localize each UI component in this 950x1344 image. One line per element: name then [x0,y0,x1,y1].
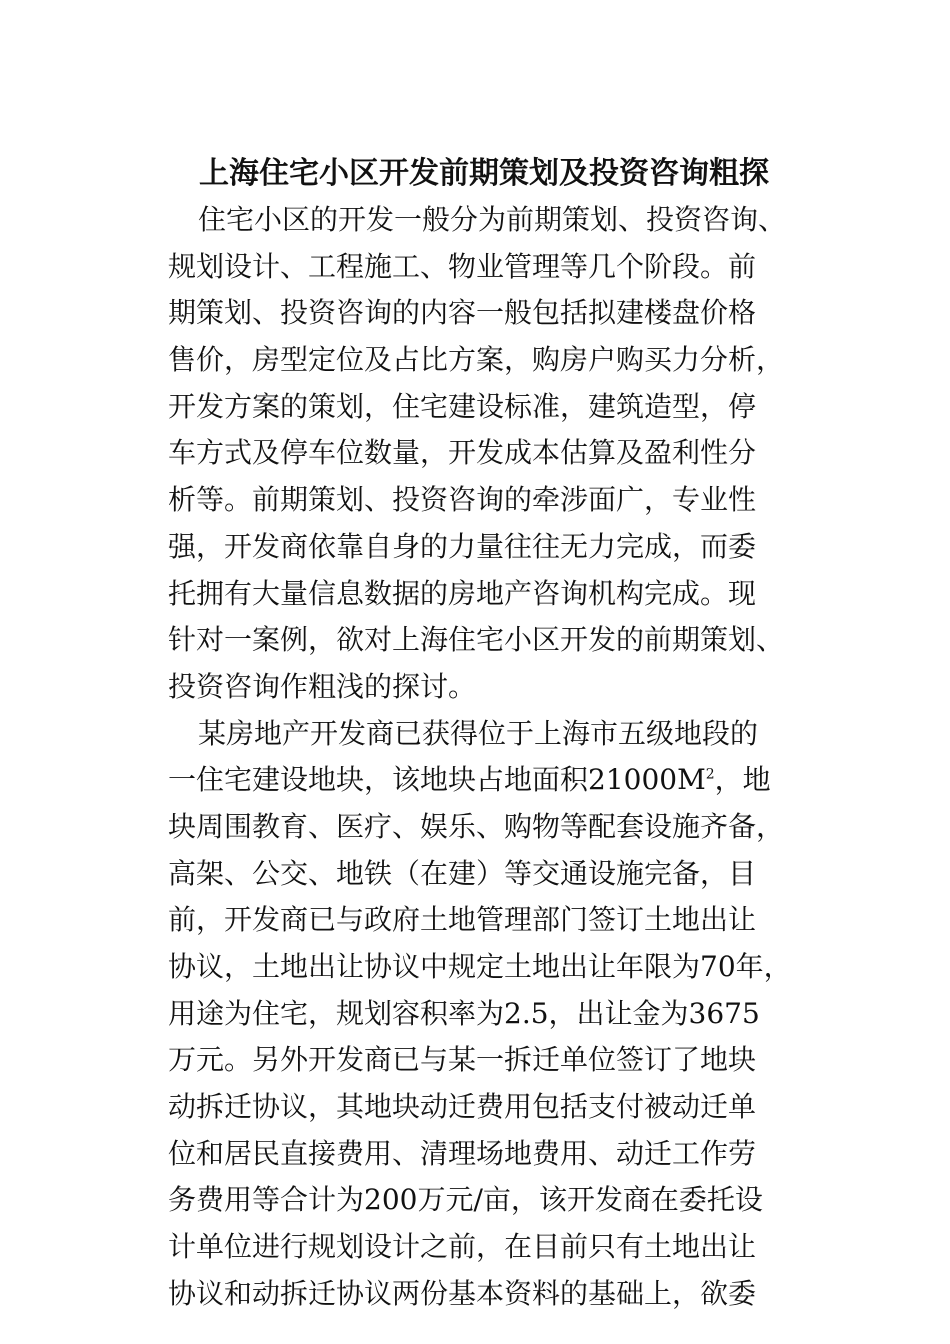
text-line: 售价，房型定位及占比方案，购房户购买力分析， [168,343,785,377]
area-text: 一住宅建设地块，该地块占地面积21000M [168,763,706,797]
text-line: 块周围教育、医疗、娱乐、购物等配套设施齐备， [168,809,785,843]
text-line-area [168,757,800,804]
text-line: 计单位进行规划设计之前，在目前只有土地出让 [168,1230,757,1264]
paragraph-intro [168,197,800,711]
text-line: 用途为住宅，规划容积率为2.5，出让金为3675 [168,996,760,1030]
text-line: 某房地产开发商已获得位于上海市五级地段的 [198,716,759,750]
paragraph-case [168,711,800,1318]
text-line: 针对一案例，欲对上海住宅小区开发的前期策划、 [168,623,785,657]
text-line: 协议和动拆迁协议两份基本资料的基础上，欲委 [168,1276,757,1310]
text-line: 万元。另外开发商已与某一拆迁单位签订了地块 [168,1043,757,1077]
text-line: 前，开发商已与政府土地管理部门签订土地出让 [168,903,757,937]
text-line: 析等。前期策划、投资咨询的牵涉面广，专业性 [168,483,757,517]
text-line: 强，开发商依靠自身的力量往往无力完成，而委 [168,529,757,563]
text-line: 协议，土地出让协议中规定土地出让年限为70年， [168,950,792,983]
area-tail: ，地 [714,763,771,797]
text-line: 托拥有大量信息数据的房地产咨询机构完成。现 [168,576,757,610]
text-line: 开发方案的策划，住宅建设标准，建筑造型，停 [168,389,757,423]
text-line: 动拆迁协议，其地块动迁费用包括支付被动迁单 [168,1090,757,1124]
text-line: 规划设计、工程施工、物业管理等几个阶段。前 [168,249,757,283]
document-title: 上海住宅小区开发前期策划及投资咨询粗探 [199,156,769,191]
text-line: 期策划、投资咨询的内容一般包括拟建楼盘价格 [168,296,757,330]
document-body [168,151,800,1318]
text-line: 位和居民直接费用、清理场地费用、动迁工作劳 [168,1136,757,1170]
text-line: 住宅小区的开发一般分为前期策划、投资咨询、 [198,203,787,236]
text-line: 务费用等合计为200万元/亩，该开发商在委托设 [168,1183,763,1217]
text-line: 投资咨询作粗浅的探讨。 [168,669,477,703]
text-line: 高架、公交、地铁（在建）等交通设施完备，目 [168,856,757,890]
text-line: 车方式及停车位数量，开发成本估算及盈利性分 [168,436,757,470]
area-superscript: 2 [705,766,715,783]
